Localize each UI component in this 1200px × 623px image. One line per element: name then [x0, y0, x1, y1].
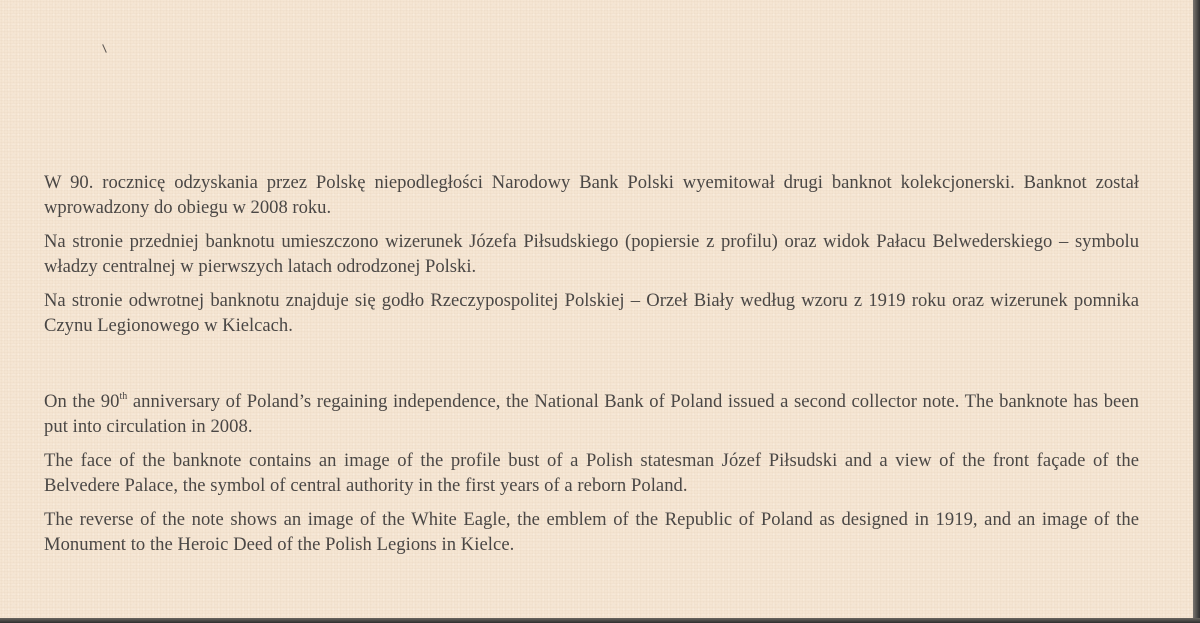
- polish-paragraph-1: W 90. rocznicę odzyskania przez Polskę niepodległości Narodowy Bank Polski wyemitował drugi banknot kolekcjonerski. Banknot został wprowadzony do obiegu w 2008 roku.: [44, 172, 1139, 218]
- english-p1-rest: anniversary of Poland’s regaining independence, the National Bank of Poland issued a second collector note. The banknote has been put into circulation in 2008.: [44, 391, 1139, 437]
- english-description: [44, 390, 1139, 557]
- english-paragraph-3: The reverse of the note shows an image of the White Eagle, the emblem of the Republic of Poland as designed in 1919, and an image of the Monument to the Heroic Deed of the Polish Legions in Kielce.: [44, 509, 1139, 555]
- ordinal-suffix: th: [119, 390, 128, 402]
- polish-description: [44, 171, 1139, 338]
- scan-edge-right: [1193, 0, 1200, 623]
- description-text: [44, 171, 1139, 567]
- scan-edge-bottom: [0, 618, 1200, 623]
- polish-paragraph-3: Na stronie odwrotnej banknotu znajduje się godło Rzeczypospolitej Polskiej – Orzeł Biały według wzoru z 1919 roku oraz wizerunek pomnika Czynu Legionowego w Kielcach.: [44, 290, 1139, 336]
- english-paragraph-1: [44, 390, 1139, 439]
- section-spacer: [44, 348, 1139, 390]
- english-paragraph-2: The face of the banknote contains an image of the profile bust of a Polish statesman Józef Piłsudski and a view of the front façade of the Belvedere Palace, the symbol of central authority in the first years of a reborn Poland.: [44, 450, 1139, 496]
- english-p1-start: On the 90: [44, 391, 120, 412]
- pen-mark: [102, 44, 107, 53]
- polish-paragraph-2: Na stronie przedniej banknotu umieszczono wizerunek Józefa Piłsudskiego (popiersie z profilu) oraz widok Pałacu Belwederskiego – symbolu władzy centralnej w pierwszych latach odrodzonej Polski.: [44, 231, 1139, 277]
